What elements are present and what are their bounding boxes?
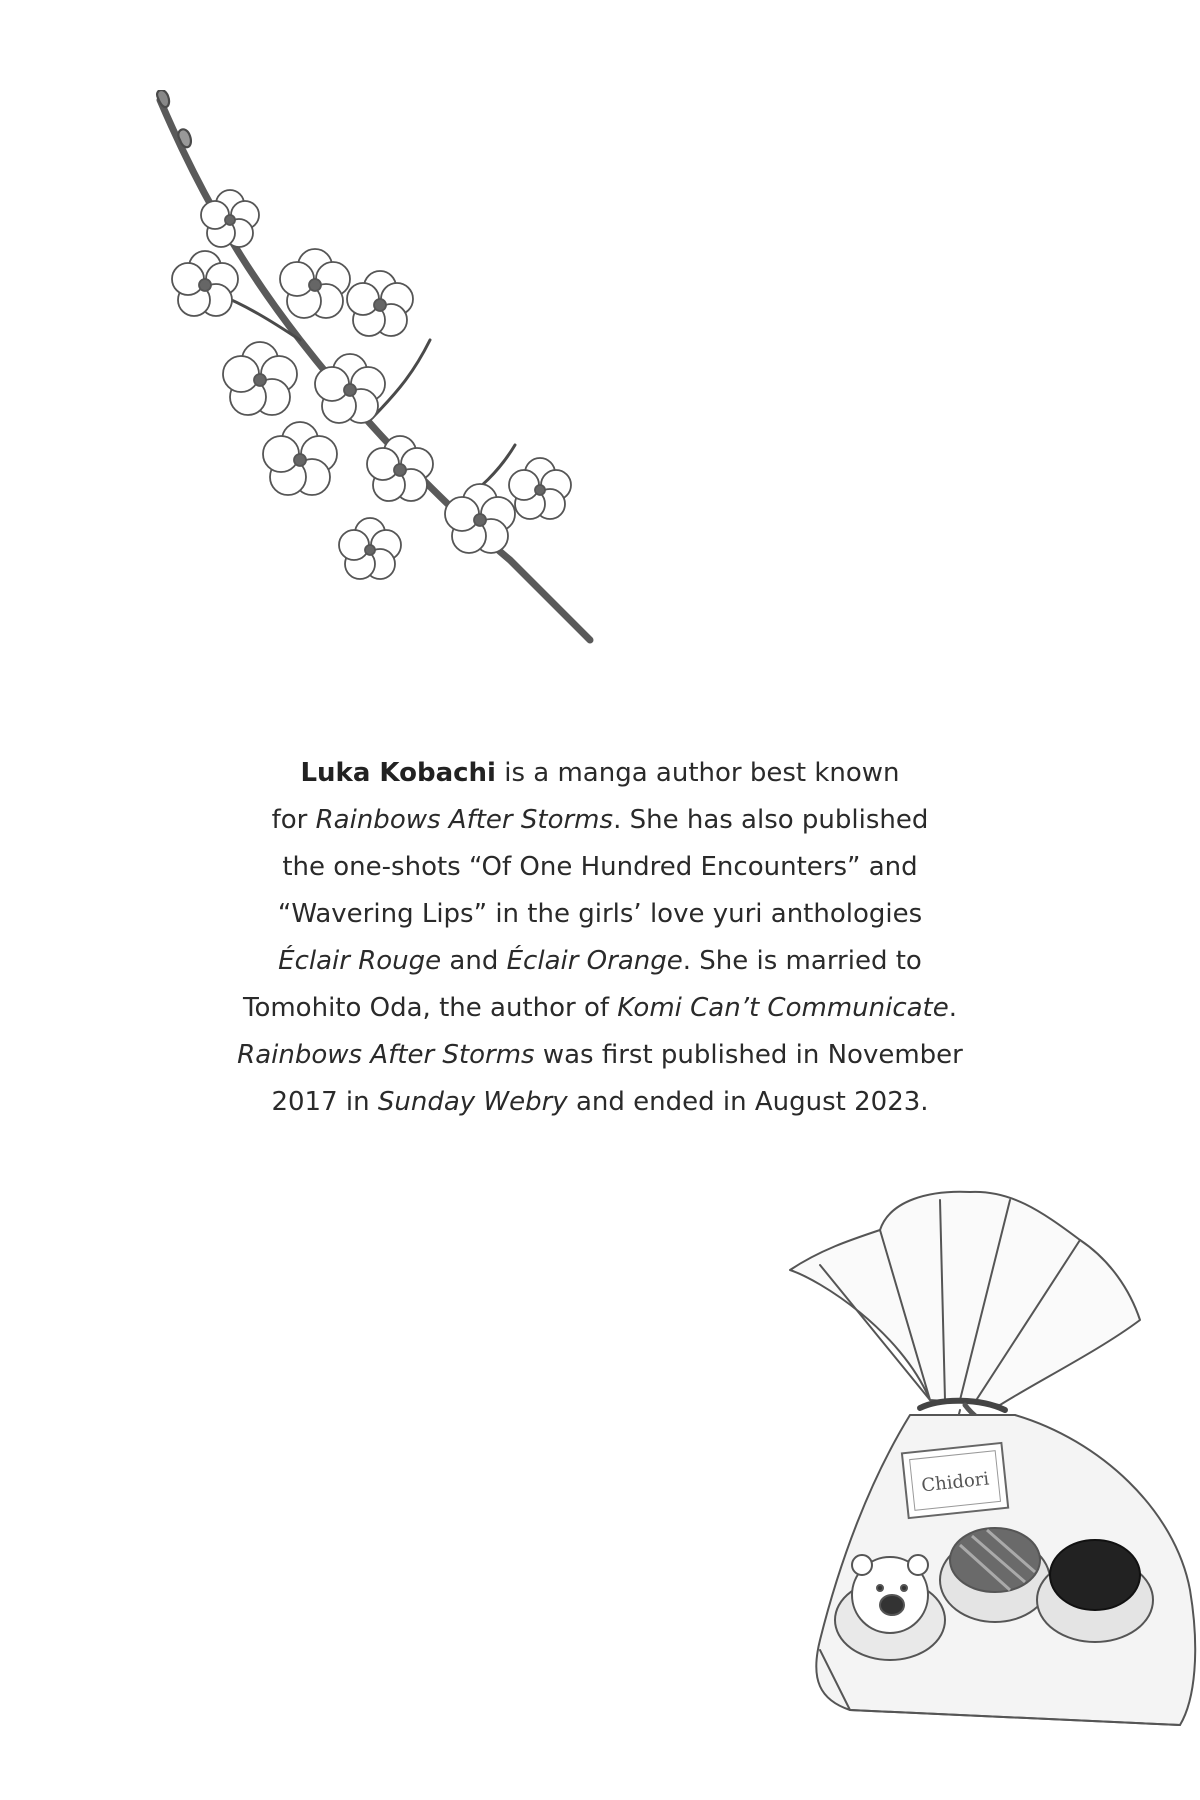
bio-line-7: Rainbows After Storms was first published in November <box>237 1040 963 1070</box>
anthology-2: Éclair Orange <box>506 946 683 976</box>
chocolate-gift-bag-illustration <box>780 1180 1200 1740</box>
gift-tag <box>902 1443 1008 1518</box>
bio-line-2: for Rainbows After Storms. She has also published <box>271 805 929 835</box>
author-name: Luka Kobachi <box>300 758 496 788</box>
series-title-2: Rainbows After Storms <box>237 1040 535 1070</box>
other-series: Komi Can’t Communicate <box>617 993 949 1023</box>
cherry-blossom-illustration <box>150 90 610 670</box>
bio-line-5: Éclair Rouge and Éclair Orange. She is married to <box>278 946 922 976</box>
bio-line-8: 2017 in Sunday Webry and ended in August 2023. <box>271 1087 929 1117</box>
bio-line-6: Tomohito Oda, the author of Komi Can’t Communicate. <box>242 993 958 1023</box>
series-title: Rainbows After Storms <box>315 805 614 835</box>
bio-line-3: the one-shots “Of One Hundred Encounters” and <box>282 852 918 882</box>
bio-line-4: “Wavering Lips” in the girls’ love yuri anthologies <box>277 899 923 929</box>
magazine-title: Sunday Webry <box>377 1087 568 1117</box>
gift-tag-label: Chidori <box>920 1468 991 1497</box>
author-bio <box>140 750 1060 1126</box>
anthology-1: Éclair Rouge <box>278 946 442 976</box>
bio-line-1: Luka Kobachi is a manga author best known <box>300 758 900 788</box>
